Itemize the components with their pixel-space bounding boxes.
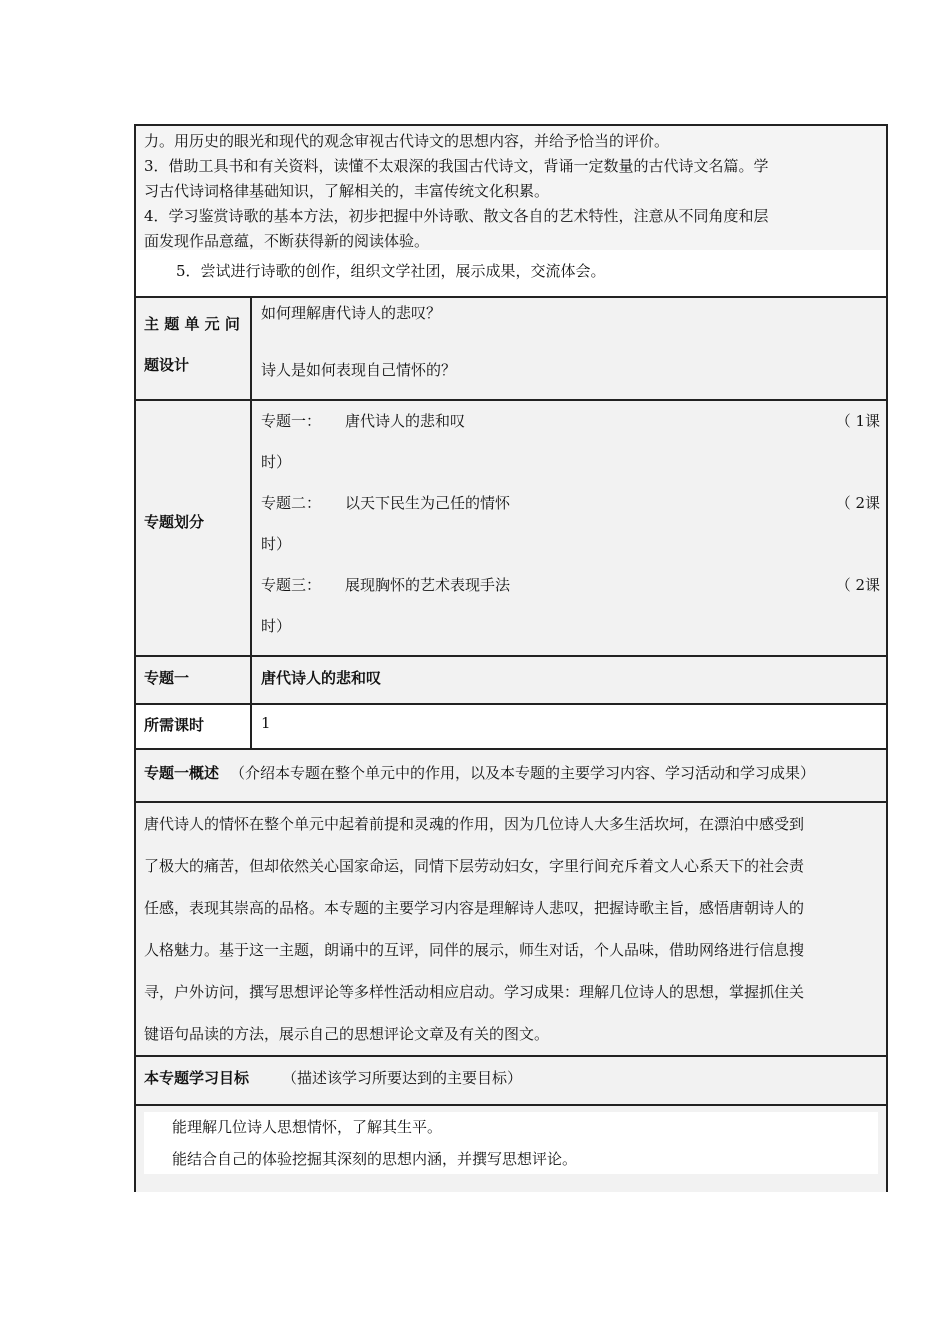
class-hours-value: 1	[261, 714, 271, 732]
topic-hours: （ 2课	[835, 494, 880, 512]
topic-hours-tail: 时）	[261, 535, 292, 553]
question-text: 如何理解唐代诗人的悲叹？	[261, 304, 442, 322]
objectives-label: 本专题学习目标	[144, 1069, 250, 1087]
goal-text: 习古代诗词格律基础知识，了解相关的，丰富传统文化积累。	[144, 182, 550, 200]
question-design-row	[136, 298, 886, 401]
class-hours-label-cell	[136, 705, 252, 748]
topic-one-value-cell	[252, 657, 886, 703]
class-hours-label: 所需课时	[144, 716, 205, 734]
question-design-value-cell	[252, 298, 886, 399]
topic-hours-tail: 时）	[261, 453, 292, 471]
question-design-label: 题设计	[144, 356, 190, 374]
overview-text-line: 任感，表现其崇高的品格。本专题的主要学习内容是理解诗人悲叹，把握诗歌主旨，感悟唐朝诗人的	[144, 899, 805, 917]
question-design-label-cell	[136, 298, 252, 399]
topic-name: 专题三：	[261, 576, 322, 594]
objectives-text-box	[144, 1112, 878, 1174]
topic-division-row	[136, 401, 886, 657]
topic-title: 唐代诗人的悲和叹	[345, 412, 466, 430]
goal-text: 3．借助工具书和有关资料，读懂不太艰深的我国古代诗文，背诵一定数量的古代诗文名篇。学	[144, 157, 769, 175]
overview-text-line: 唐代诗人的情怀在整个单元中起着前提和灵魂的作用，因为几位诗人大多生活坎坷，在漂泊中感受到	[144, 815, 805, 833]
topic-one-label: 专题一	[144, 669, 190, 687]
overview-hint: （介绍本专题在整个单元中的作用，以及本专题的主要学习内容、学习活动和学习成果）	[230, 764, 816, 782]
goal-text: 力。用历史的眼光和现代的观念审视古代诗文的思想内容，并给予恰当的评价。	[144, 132, 670, 150]
topic-division-label: 专题划分	[144, 513, 205, 531]
overview-label: 专题一概述	[144, 764, 220, 782]
topic-name: 专题一：	[261, 412, 322, 430]
topic-division-label-cell	[136, 401, 252, 655]
goal-text: 面发现作品意蕴，不断获得新的阅读体验。	[144, 232, 430, 250]
objectives-body-row	[136, 1106, 886, 1192]
topic-name: 专题二：	[261, 494, 322, 512]
class-hours-value-cell	[252, 705, 886, 748]
lesson-plan-table	[134, 124, 888, 1192]
topic-title: 展现胸怀的艺术表现手法	[345, 576, 511, 594]
topic-division-value-cell	[252, 401, 886, 655]
overview-text-line: 人格魅力。基于这一主题，朗诵中的互评，同伴的展示，师生对话，个人品味，借助网络进行信息搜	[144, 941, 805, 959]
topic-hours: （ 2课	[835, 576, 880, 594]
topic-one-value: 唐代诗人的悲和叹	[261, 669, 382, 687]
objective-line: 能结合自己的体验挖掘其深刻的思想内涵，并撰写思想评论。	[172, 1150, 578, 1168]
topic-hours-tail: 时）	[261, 617, 292, 635]
overview-text-line: 了极大的痛苦，但却依然关心国家命运，同情下层劳动妇女，字里行间充斥着文人心系天下的社会责	[144, 857, 805, 875]
overview-text-line: 寻，户外访问，撰写思想评论等多样性活动相应启动。学习成果：理解几位诗人的思想，掌握抓住关	[144, 983, 805, 1001]
topic-one-row	[136, 657, 886, 705]
topic-hours: （ 1课	[835, 412, 880, 430]
class-hours-row	[136, 705, 886, 750]
overview-body-row	[136, 803, 886, 1057]
question-design-label: 主 题 单 元 问	[144, 315, 240, 333]
topic-one-label-cell	[136, 657, 252, 703]
overview-text-line: 键语句品读的方法，展示自己的思想评论文章及有关的图文。	[144, 1025, 550, 1043]
objectives-header-row	[136, 1057, 886, 1106]
goal-text: 4．学习鉴赏诗歌的基本方法，初步把握中外诗歌、散文各自的艺术特性，注意从不同角度和层	[144, 207, 769, 225]
overview-header-row	[136, 750, 886, 803]
objectives-hint: （描述该学习所要达到的主要目标）	[282, 1069, 523, 1087]
objective-line: 能理解几位诗人思想情怀，了解其生平。	[172, 1118, 443, 1136]
question-text: 诗人是如何表现自己情怀的？	[261, 361, 457, 379]
goal-text: 5．尝试进行诗歌的创作，组织文学社团，展示成果，交流体会。	[176, 262, 606, 280]
topic-title: 以天下民生为己任的情怀	[345, 494, 511, 512]
goals-continued-row	[136, 126, 886, 298]
